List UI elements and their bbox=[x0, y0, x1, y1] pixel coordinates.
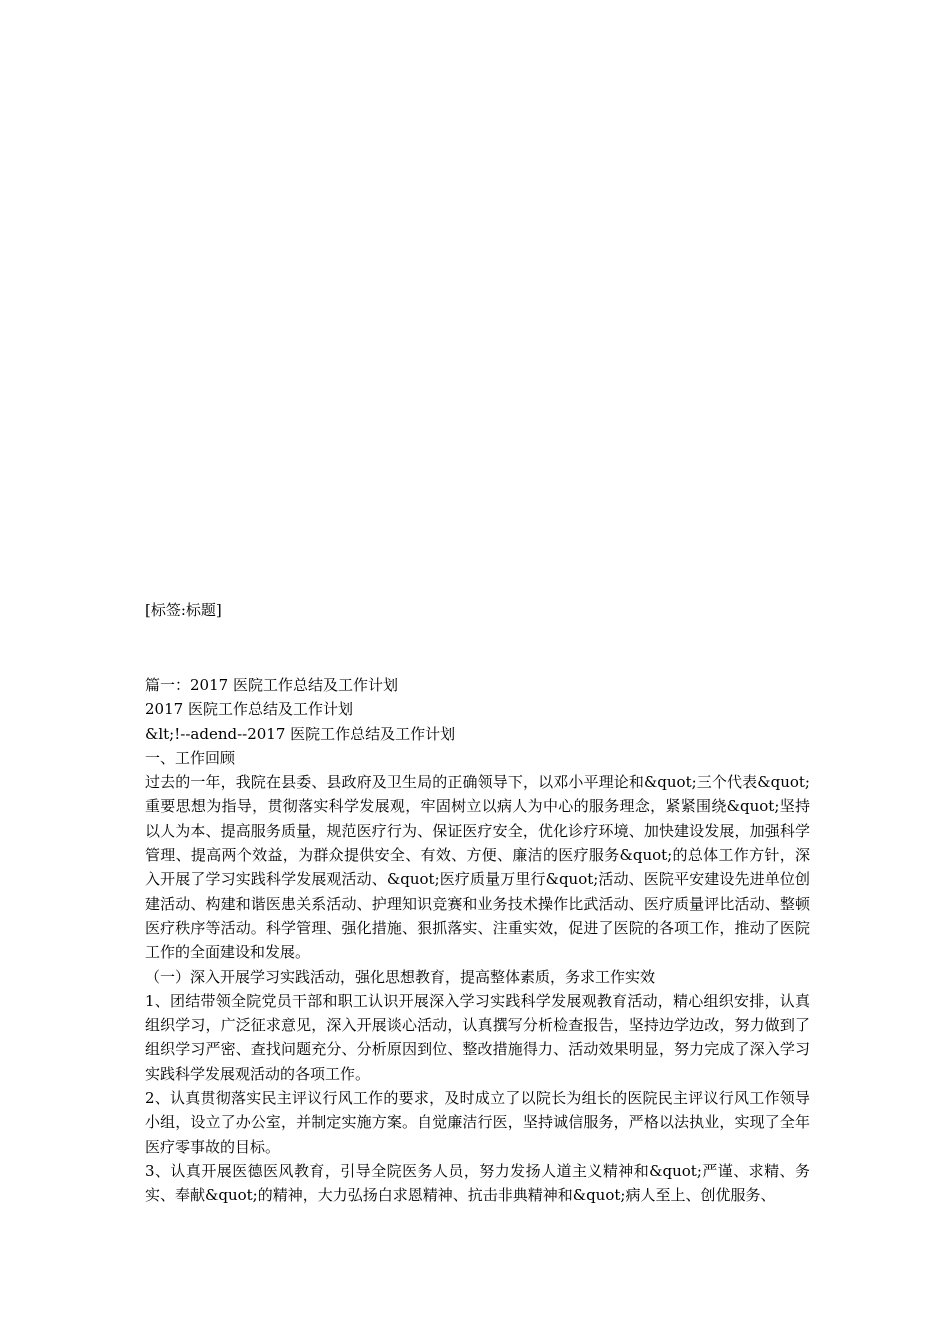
paragraph-overview: 过去的一年，我院在县委、县政府及卫生局的正确领导下，以邓小平理论和&quot;三个代表&quot;重要思想为指导，贯彻落实科学发展观，牢固树立以病人为中心的服务理念，紧紧围绕&quot;坚持以人为本、提高服务质量，规范医疗行为、保证医疗安全，优化诊疗环境、加快建设发展，加强科学管理、提高两个效益，为群众提供安全、有效、方便、廉洁的医疗服务&quot;的总体工作方针，深入开展了学习实践科学发展观活动、&quot;医疗质量万里行&quot;活动、医院平安建设先进单位创建活动、构建和谐医患关系活动、护理知识竞赛和业务技术操作比武活动、医疗质量评比活动、整顿医疗秩序等活动。科学管理、强化措施、狠抓落实、注重实效，促进了医院的各项工作，推动了医院工作的全面建设和发展。 bbox=[145, 773, 810, 962]
subsection-title: （一）深入开展学习实践活动，强化思想教育，提高整体素质，务求工作实效 bbox=[145, 967, 656, 986]
paragraph-item-1: 1、团结带领全院党员干部和职工认识开展深入学习实践科学发展观教育活动，精心组织安排，认真组织学习，广泛征求意见，深入开展谈心活动，认真撰写分析检查报告，坚持边学边改，努力做到了组织学习严密、查找问题充分、分析原因到位、整改措施得力、活动效果明显，努力完成了深入学习实践科学发展观活动的各项工作。 bbox=[145, 991, 810, 1083]
section-title: 一、工作回顾 bbox=[145, 748, 236, 767]
article-comment-line: &lt;!--adend--2017 医院工作总结及工作计划 bbox=[145, 724, 456, 743]
tag-line: [标签:标题] bbox=[145, 601, 222, 619]
paragraph-item-3: 3、认真开展医德医风教育，引导全院医务人员，努力发扬人道主义精神和&quot;严谨、求精、务实、奉献&quot;的精神，大力弘扬白求恩精神、抗击非典精神和&quot;病人至上、创优服务、 bbox=[145, 1161, 810, 1205]
article-subheading: 2017 医院工作总结及工作计划 bbox=[145, 700, 353, 719]
paragraph-item-2: 2、认真贯彻落实民主评议行风工作的要求，及时成立了以院长为组长的医院民主评议行风工作领导小组，设立了办公室，并制定实施方案。自觉廉洁行医，坚持诚信服务，严格以法执业，实现了全年医疗零事故的目标。 bbox=[145, 1089, 810, 1156]
document-body bbox=[145, 673, 810, 1208]
article-heading: 篇一：2017 医院工作总结及工作计划 bbox=[145, 676, 398, 694]
